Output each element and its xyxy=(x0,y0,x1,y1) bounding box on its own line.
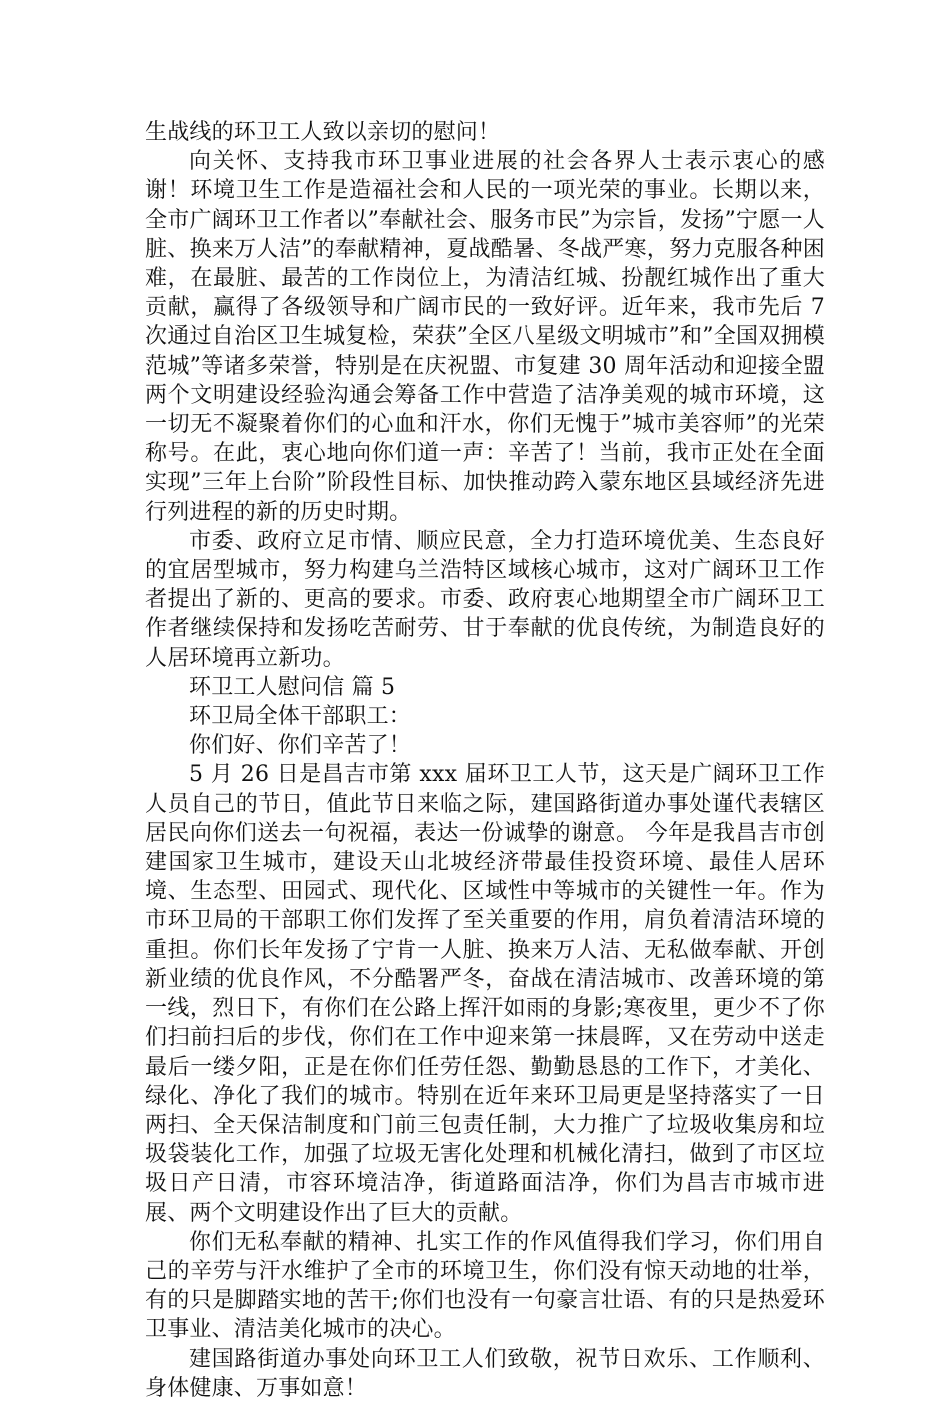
document-body xyxy=(145,118,825,1403)
section-title: 环卫工人慰问信 篇 5 xyxy=(189,674,396,700)
paragraph-city-committee: 市委、政府立足市情、顺应民意，全力打造环境优美、生态良好的宜居型城市，努力构建乌兰浩特区域核心城市，这对广阔环卫工作者提出了新的、更高的要求。市委、政府衷心地期望全市广阔环卫工作者继续保持和发扬吃苦耐劳、甘于奉献的优良传统，为制造良好的人居环境再立新功。 xyxy=(145,528,825,671)
paragraph-festival: 5 月 26 日是昌吉市第 xxx 届环卫工人节，这天是广阔环卫工作人员自己的节日，值此节日来临之际，建国路街道办事处谨代表辖区居民向你们送去一句祝福，表达一份诚挚的谢意。 今年是我昌吉市创建国家卫生城市，建设天山北坡经济带最佳投资环境、最佳人居环境、生态型、田园式、现代化、区域性中等城市的关键性一年。作为市环卫局的干部职工你们发挥了至关重要的作用，肩负着清洁环境的重担。你们长年发扬了宁肯一人脏、换来万人洁、无私做奉献、开创新业绩的优良作风，不分酷署严冬，奋战在清洁城市、改善环境的第一线，烈日下，有你们在公路上挥汗如雨的身影;寒夜里，更少不了你们扫前扫后的步伐，你们在工作中迎来第一抹晨晖，又在劳动中送走最后一缕夕阳，正是在你们任劳任怨、勤勤恳恳的工作下，才美化、绿化、净化了我们的城市。特别在近年来环卫局更是坚持落实了一日两扫、全天保洁制度和门前三包责任制，大力推广了垃圾收集房和垃圾袋装化工作，加强了垃圾无害化处理和机械化清扫，做到了市区垃圾日产日清，市容环境洁净，街道路面洁净，你们为昌吉市城市进展、两个文明建设作出了巨大的贡献。 xyxy=(145,762,825,1226)
paragraph-dedication: 你们无私奉献的精神、扎实工作的作风值得我们学习，你们用自己的辛劳与汗水维护了全市的环境卫生，你们没有惊天动地的壮举，有的只是脚踏实地的苦干;你们也没有一句豪言壮语、有的只是热爱环卫事业、清洁美化城市的决心。 xyxy=(145,1229,825,1343)
paragraph-gratitude: 向关怀、支持我市环卫事业进展的社会各界人士表示衷心的感谢！环境卫生工作是造福社会和人民的一项光荣的事业。长期以来，全市广阔环卫工作者以”奉献社会、服务市民”为宗旨，发扬”宁愿一人脏、换来万人洁”的奉献精神，夏战酷暑、冬战严寒，努力克服各种困难，在最脏、最苦的工作岗位上，为清洁红城、扮靓红城作出了重大贡献，赢得了各级领导和广阔市民的一致好评。近年来，我市先后 7 次通过自治区卫生城复检，荣获”全区八星级文明城市”和”全国双拥模范城”等诸多荣誉，特别是在庆祝盟、市复建 30 周年活动和迎接全盟两个文明建设经验沟通会筹备工作中营造了洁净美观的城市环境，这一切无不凝聚着你们的心血和汗水，你们无愧于”城市美容师”的光荣称号。在此，衷心地向你们道一声：辛苦了！当前，我市正处在全面实现”三年上台阶”阶段性目标、加快推动跨入蒙东地区县域经济先进行列进程的新的历史时期。 xyxy=(145,149,825,525)
greeting: 你们好、你们辛苦了！ xyxy=(189,733,412,759)
paragraph-continuation: 生战线的环卫工人致以亲切的慰问！ xyxy=(145,120,501,145)
paragraph-closing: 建国路街道办事处向环卫工人们致敬，祝节日欢乐、工作顺利、身体健康、万事如意！ xyxy=(145,1346,825,1401)
salutation: 环卫局全体干部职工： xyxy=(189,704,412,730)
